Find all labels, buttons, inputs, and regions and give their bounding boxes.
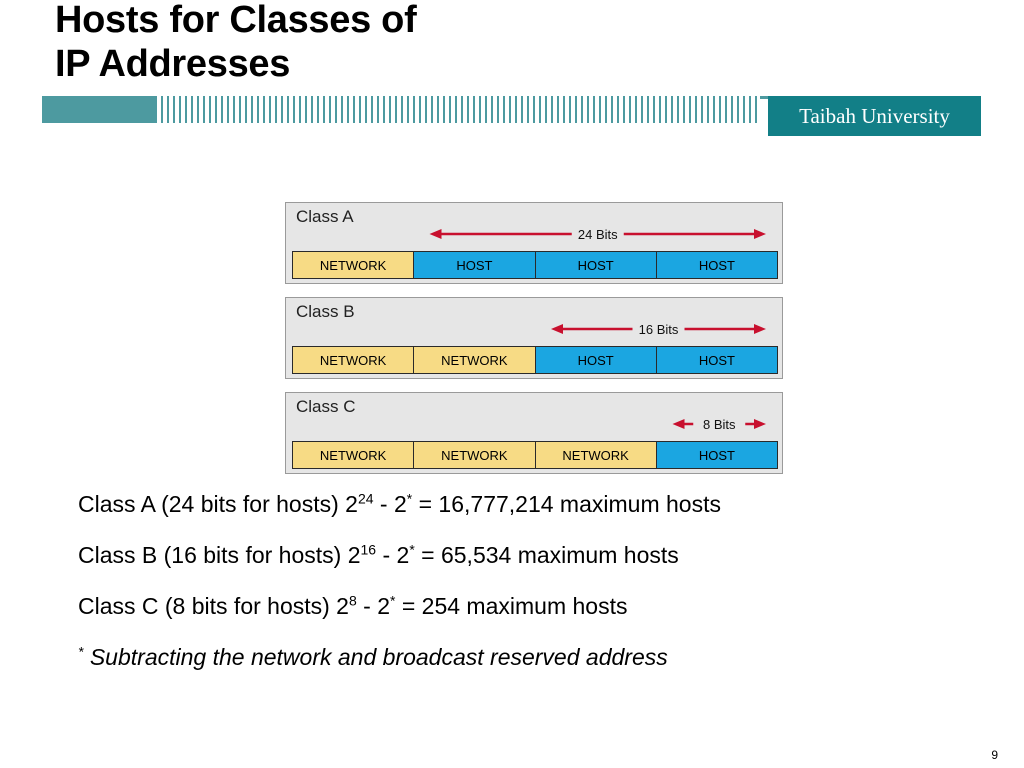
class-c-formula	[78, 594, 978, 619]
class-b-segment-2: NETWORK	[414, 347, 535, 373]
class-c-bits-arrow	[286, 393, 784, 443]
bits-label: 24 Bits	[577, 227, 618, 242]
bits-label: 8 Bits	[702, 417, 736, 432]
class-a-exponent: 24	[357, 490, 374, 507]
class-b-segment-4: HOST	[657, 347, 777, 373]
slide-title	[55, 0, 416, 86]
class-a-formula	[78, 492, 978, 517]
arrowhead-left	[551, 324, 563, 334]
class-a-asterisk: *	[406, 490, 413, 507]
bits-label: 16 Bits	[638, 322, 679, 337]
class-c-formula-text: Class C (8 bits for hosts) 2	[78, 593, 349, 619]
class-b-minus: - 2	[376, 542, 410, 568]
class-a-minus: - 2	[373, 491, 407, 517]
class-a-box	[285, 202, 783, 284]
university-banner: Taibah University	[768, 96, 981, 136]
class-c-segment-1: NETWORK	[293, 442, 414, 468]
class-a-segment-3: HOST	[536, 252, 657, 278]
class-b-result: = 65,534 maximum hosts	[414, 542, 679, 568]
class-b-exponent: 16	[360, 541, 377, 558]
slide-title-line-1: Hosts for Classes of	[55, 0, 417, 41]
class-a-segment-1: NETWORK	[293, 252, 414, 278]
footnote	[78, 645, 978, 670]
slide-title-line-2: IP Addresses	[55, 43, 291, 85]
class-a-bits-arrow	[286, 203, 784, 253]
arrowhead-right	[754, 324, 766, 334]
class-c-minus: - 2	[356, 593, 390, 619]
footnote-text: Subtracting the network and broadcast reserved address	[83, 644, 668, 670]
class-b-label: Class B	[296, 302, 355, 321]
arrowhead-right	[754, 229, 766, 239]
class-b-formula-text: Class B (16 bits for hosts) 2	[78, 542, 361, 568]
class-c-segment-2: NETWORK	[414, 442, 535, 468]
class-b-asterisk: *	[409, 541, 415, 558]
class-c-asterisk: *	[390, 592, 396, 609]
host-calculations	[78, 492, 978, 696]
class-c-exponent: 8	[348, 592, 357, 609]
header-band-solid	[42, 96, 155, 123]
page-number: 9	[991, 748, 998, 762]
class-b-octets	[292, 346, 778, 374]
class-b-bits-arrow	[286, 298, 784, 348]
class-c-octets	[292, 441, 778, 469]
class-a-octets	[292, 251, 778, 279]
class-b-box	[285, 297, 783, 379]
class-c-segment-4: HOST	[657, 442, 777, 468]
class-b-formula	[78, 543, 978, 568]
class-a-label: Class A	[296, 207, 354, 226]
class-a-formula-text: Class A (24 bits for hosts) 2	[78, 491, 358, 517]
header-band-stripes	[155, 96, 760, 123]
class-c-box	[285, 392, 783, 474]
footnote-asterisk: *	[78, 643, 84, 660]
class-c-label: Class C	[296, 397, 356, 416]
class-a-segment-4: HOST	[657, 252, 777, 278]
class-c-result: = 254 maximum hosts	[395, 593, 628, 619]
arrowhead-right	[754, 419, 766, 429]
class-b-segment-1: NETWORK	[293, 347, 414, 373]
class-c-segment-3: NETWORK	[536, 442, 657, 468]
ip-class-diagram	[285, 202, 783, 487]
class-b-segment-3: HOST	[536, 347, 657, 373]
class-a-result: = 16,777,214 maximum hosts	[412, 491, 721, 517]
arrowhead-left	[430, 229, 442, 239]
class-a-segment-2: HOST	[414, 252, 535, 278]
arrowhead-left	[673, 419, 685, 429]
